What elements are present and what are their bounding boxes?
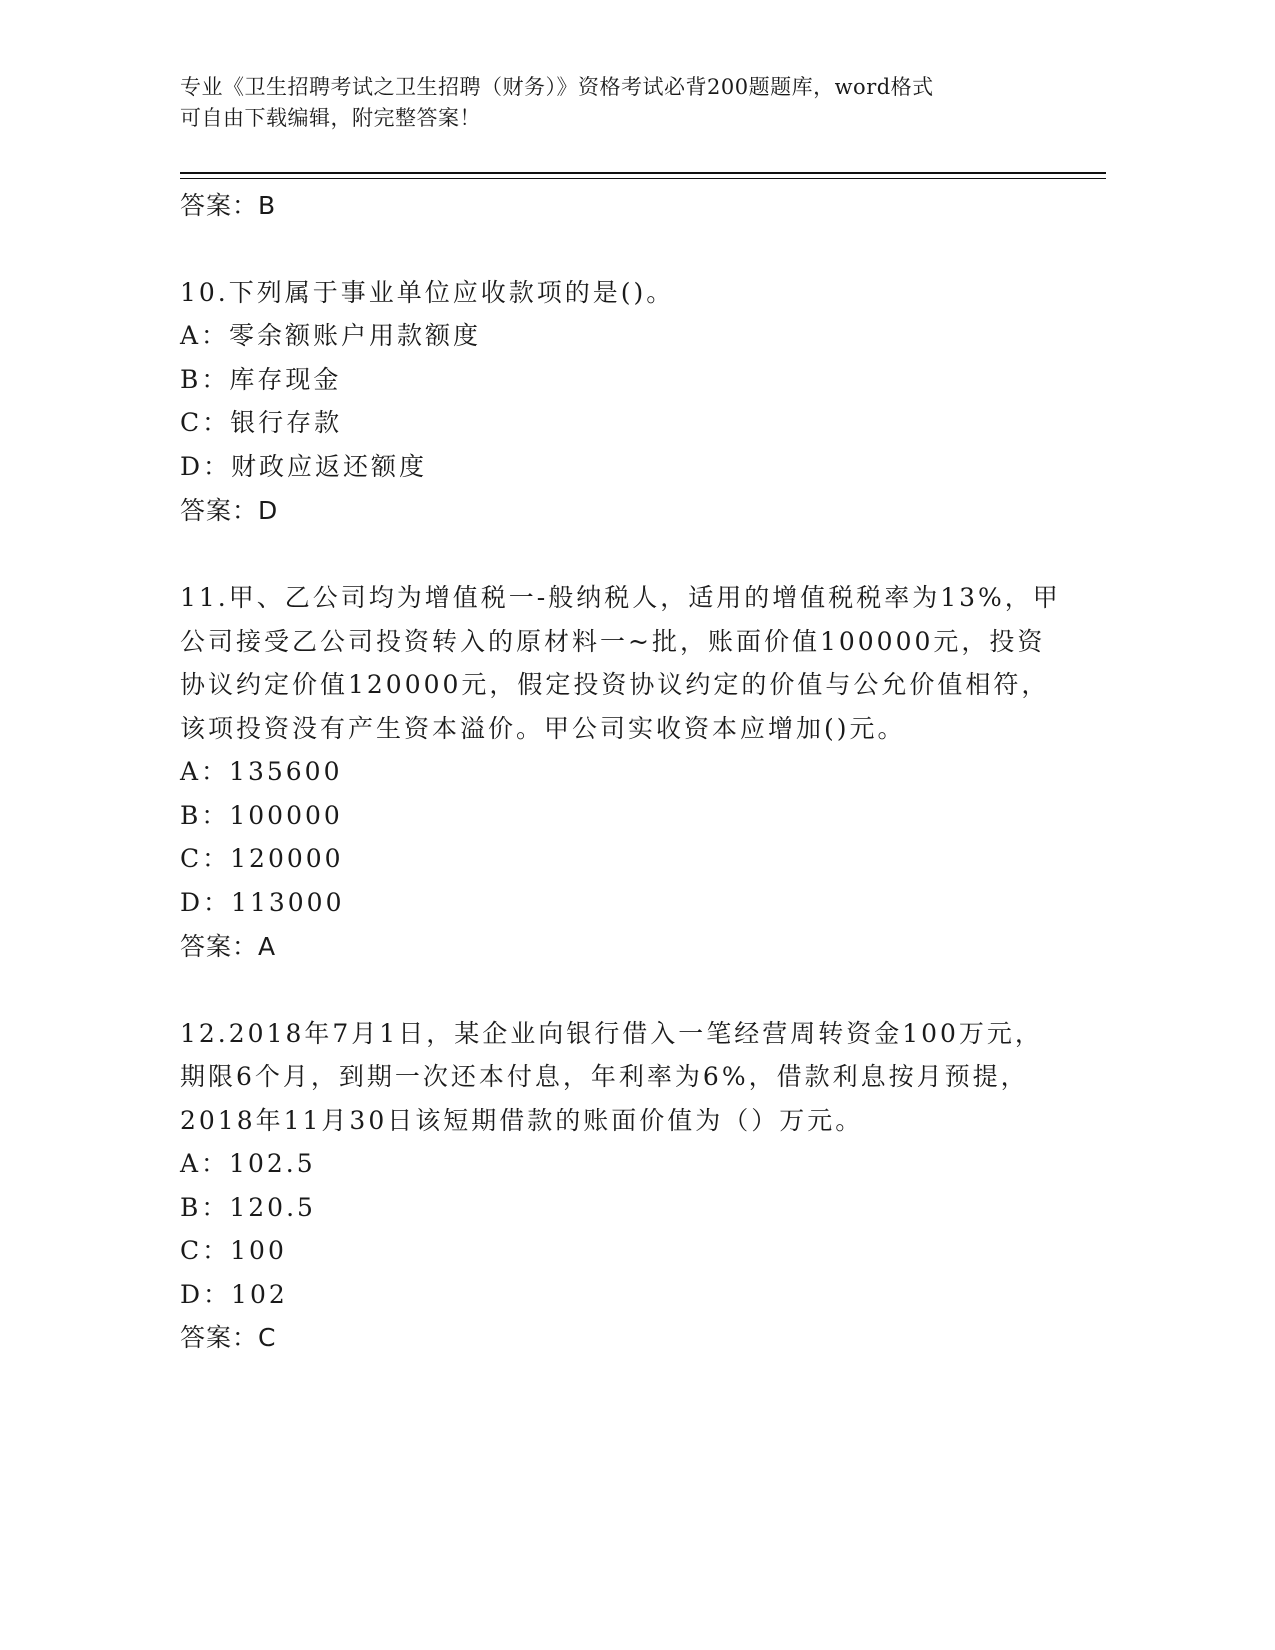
question-10-option-b: B：库存现金 bbox=[180, 365, 342, 394]
question-11-stem-line-4: 该项投资没有产生资本溢价。甲公司实收资本应增加()元。 bbox=[180, 714, 906, 743]
document-header bbox=[180, 72, 1060, 134]
question-11-option-a: A：135600 bbox=[180, 757, 343, 786]
question-10-answer: 答案：D bbox=[180, 496, 279, 525]
header-divider-thick bbox=[180, 172, 1106, 174]
question-10-option-a: A：零余额账户用款额度 bbox=[180, 321, 482, 350]
question-11-option-b: B：100000 bbox=[180, 801, 343, 830]
question-10-option-d: D：财政应返还额度 bbox=[180, 452, 428, 481]
question-10-stem-line-1: 10.下列属于事业单位应收款项的是()。 bbox=[180, 278, 675, 307]
question-11-stem-line-2: 公司接受乙公司投资转入的原材料一~批，账面价值100000元，投资 bbox=[180, 627, 1046, 656]
previous-answer: 答案：B bbox=[180, 191, 277, 220]
question-11-option-d: D：113000 bbox=[180, 888, 345, 917]
question-12-stem-line-1: 12.2018年7月1日，某企业向银行借入一笔经营周转资金100万元， bbox=[180, 1019, 1043, 1048]
question-12-option-c: C：100 bbox=[180, 1236, 287, 1265]
question-12-stem-line-2: 期限6个月，到期一次还本付息，年利率为6%，借款利息按月预提， bbox=[180, 1062, 1029, 1091]
header-line-2: 可自由下载编辑，附完整答案！ bbox=[180, 106, 481, 130]
question-12-stem-line-3: 2018年11月30日该短期借款的账面价值为（）万元。 bbox=[180, 1106, 864, 1135]
question-12-option-d: D：102 bbox=[180, 1280, 288, 1309]
question-11-stem-line-1: 11.甲、乙公司均为增值税一-般纳税人，适用的增值税税率为13%，甲 bbox=[180, 583, 1061, 612]
question-10-option-c: C：银行存款 bbox=[180, 408, 343, 437]
question-11-option-c: C：120000 bbox=[180, 844, 344, 873]
question-12-option-b: B：120.5 bbox=[180, 1193, 316, 1222]
header-divider-thin bbox=[180, 178, 1106, 179]
question-11-answer: 答案：A bbox=[180, 932, 277, 961]
header-line-1: 专业《卫生招聘考试之卫生招聘（财务）》资格考试必背200题题库，word格式 bbox=[180, 75, 934, 99]
question-12-answer: 答案：C bbox=[180, 1323, 277, 1352]
question-11-stem-line-3: 协议约定价值120000元，假定投资协议约定的价值与公允价值相符， bbox=[180, 670, 1050, 699]
question-12-option-a: A：102.5 bbox=[180, 1149, 316, 1178]
